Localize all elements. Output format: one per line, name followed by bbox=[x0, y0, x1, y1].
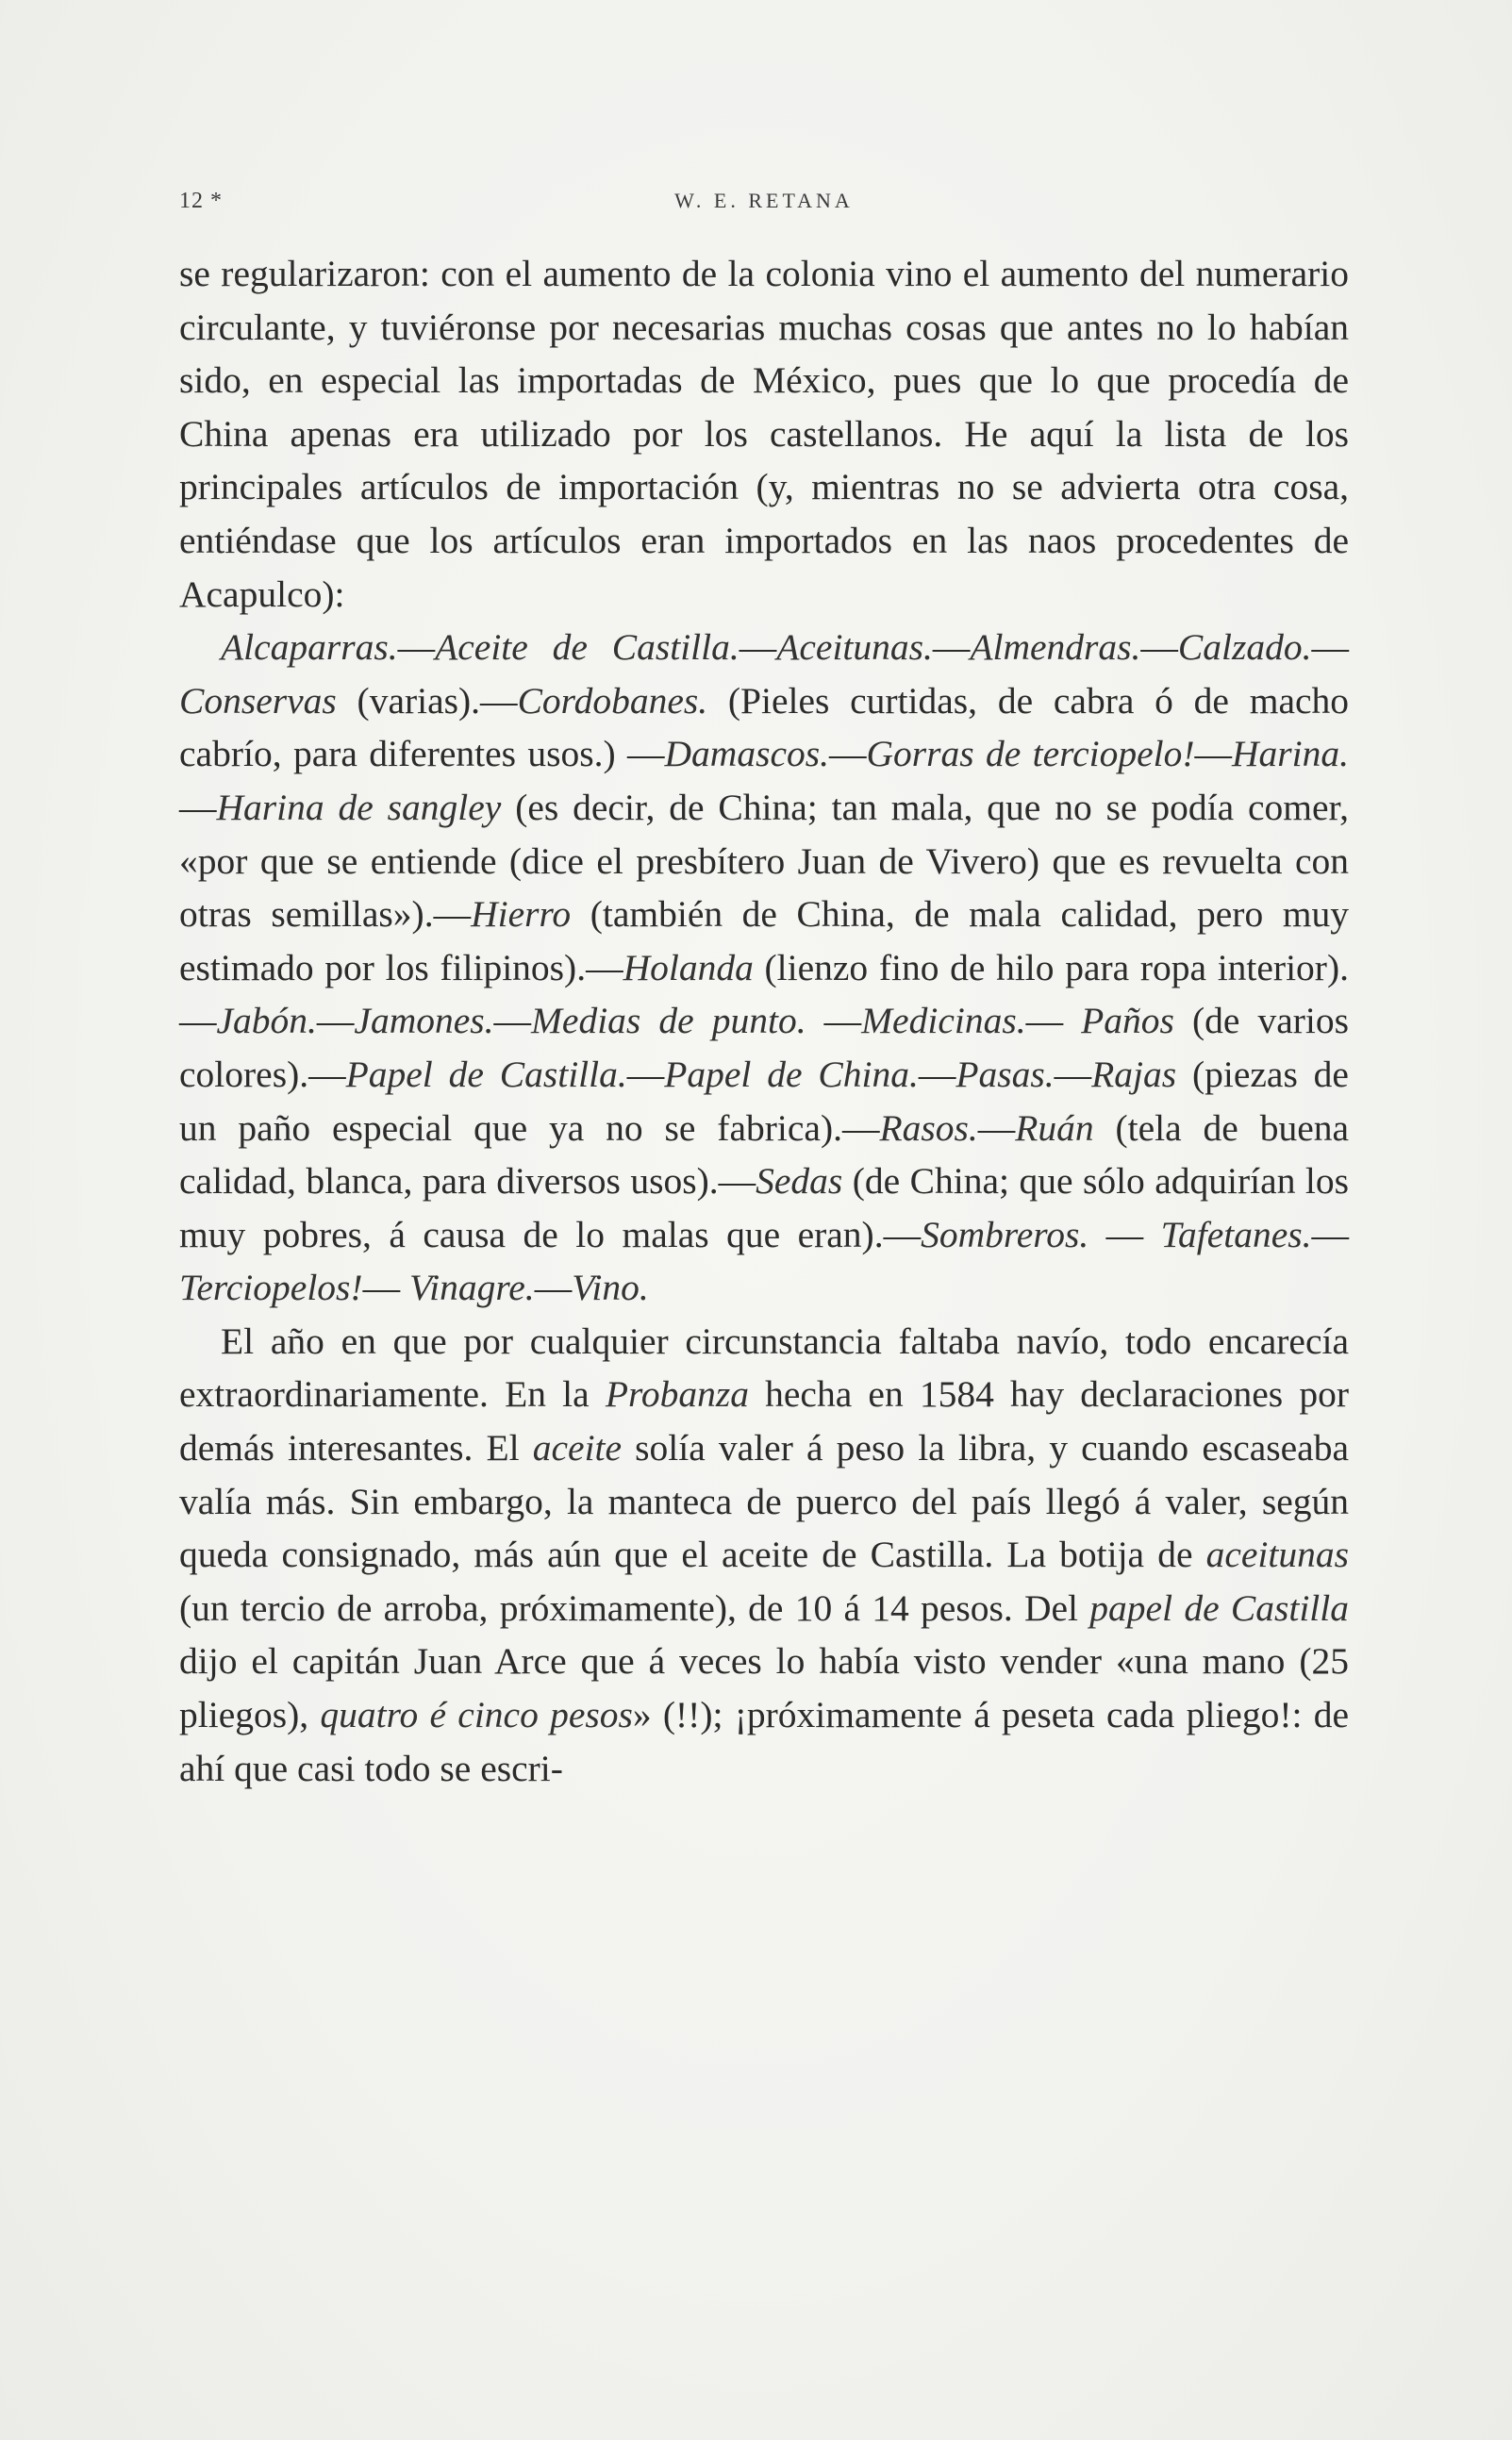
list-item-hierro: Hierro bbox=[471, 893, 572, 936]
list-item-medias: Medias de punto. bbox=[531, 1000, 806, 1042]
list-separator: — bbox=[362, 1267, 409, 1309]
italic-probanza: Probanza bbox=[605, 1373, 749, 1416]
list-item-papel-castilla: Papel de Castilla. bbox=[345, 1053, 627, 1095]
list-item-jabon: Jabón. bbox=[216, 1000, 317, 1042]
list-item-note: (tela de buena calidad, blanca, para diversos usos).— bbox=[179, 1106, 1350, 1203]
list-separator: — bbox=[918, 1053, 956, 1095]
list-item-pasas: Pasas. bbox=[955, 1053, 1055, 1095]
list-item-alcaparras: Alcaparras. bbox=[221, 626, 398, 669]
list-separator: — bbox=[1194, 733, 1232, 775]
list-item-vino: Vino. bbox=[572, 1267, 649, 1309]
text-run: hecha en 1584 hay declaraciones por demás interesantes. El bbox=[179, 1373, 1349, 1469]
paragraph-intro: se regularizaron: con el aumento de la colonia vino el aumento del numerario circulante, y tuviéronse por necesarias muchas cosas que antes no lo habían sido, en especial las importadas de México, pues que lo que procedía de China apenas era utilizado por los castellanos. He aquí la lista de los principales artículos de importación (y, mientras no se advierta otra cosa, entiéndase que los artículos eran importados en las naos procedentes de Acapulco): bbox=[179, 253, 1349, 615]
list-item-note: (de varios colores).— bbox=[179, 1000, 1350, 1095]
list-item-note: (también de China, de mala calidad, pero muy estimado por los filipinos).— bbox=[179, 893, 1349, 988]
list-item-aceite: Aceite de Castilla. bbox=[435, 626, 739, 669]
list-separator: — bbox=[1025, 1000, 1082, 1042]
list-separator: — bbox=[316, 1000, 355, 1042]
list-item-tafetanes: Tafetanes. bbox=[1160, 1213, 1312, 1255]
list-item-harina-sangley: Harina de sangley bbox=[216, 786, 502, 828]
list-item-papel-china: Papel de China. bbox=[664, 1053, 919, 1095]
text-run: dijo el capitán Juan Arce que á veces lo había visto vender «una mano (25 pliegos), bbox=[179, 1640, 1349, 1736]
italic-papel-castilla: papel de Castilla bbox=[1089, 1586, 1349, 1629]
list-item-sombreros: Sombreros. bbox=[921, 1213, 1089, 1255]
list-item-note: (lienzo fino de hilo para ropa interior).— bbox=[179, 946, 1349, 1042]
list-separator: — bbox=[1311, 1213, 1349, 1255]
list-item-gorras: Gorras de terciopelo! bbox=[866, 733, 1195, 775]
list-separator: — bbox=[1054, 1053, 1092, 1095]
text-run: solía valer á peso la libra, y cuando escaseaba valía más. Sin embargo, la manteca de puerco del país llegó á valer, según queda consignado, más aún que el aceite de Castilla. La botija de bbox=[179, 1427, 1349, 1576]
list-item-almendras: Almendras. bbox=[970, 626, 1141, 669]
list-separator: — bbox=[397, 626, 436, 669]
list-item-holanda: Holanda bbox=[623, 946, 754, 988]
list-separator: — bbox=[932, 626, 971, 669]
list-item-rasos: Rasos. bbox=[879, 1106, 978, 1149]
list-separator: — bbox=[806, 1000, 862, 1042]
list-item-vinagre: Vinagre. bbox=[408, 1267, 535, 1309]
list-separator: — bbox=[1311, 626, 1349, 669]
italic-aceite: aceite bbox=[532, 1427, 623, 1469]
list-item-panos: Paños bbox=[1081, 1000, 1174, 1042]
list-separator: — bbox=[828, 733, 867, 775]
list-item-note: (es decir, de China; tan mala, que no se podía comer, «por que se entiende (dice el presbítero Juan de Vivero) que es revuelta con otras semillas»).— bbox=[179, 786, 1349, 936]
text-run: El año en que por cualquier circunstancia faltaba navío, todo encarecía extraordinariamente. En la bbox=[179, 1320, 1349, 1416]
list-item-note: (de China; que sólo adquirían los muy pobres, á causa de lo malas que eran).— bbox=[179, 1160, 1350, 1255]
list-item-medicinas: Medicinas. bbox=[861, 1000, 1026, 1042]
list-separator: — bbox=[1140, 626, 1178, 669]
list-item-calzado: Calzado. bbox=[1177, 626, 1312, 669]
paragraph-import-list bbox=[179, 621, 1349, 1315]
list-separator: — bbox=[493, 1000, 532, 1042]
list-separator: — bbox=[179, 786, 217, 828]
page-number: 12 * bbox=[179, 189, 223, 213]
list-item-jamones: Jamones. bbox=[354, 1000, 494, 1042]
list-item-harina: Harina. bbox=[1231, 733, 1349, 775]
list-separator: — bbox=[1088, 1213, 1161, 1255]
list-separator: — bbox=[626, 1053, 665, 1095]
italic-aceitunas: aceitunas bbox=[1205, 1534, 1349, 1576]
list-item-rajas: Rajas bbox=[1091, 1053, 1177, 1095]
list-item-note: (piezas de un paño especial que ya no se fabrica).— bbox=[179, 1053, 1349, 1149]
list-item-ruan: Ruán bbox=[1015, 1106, 1094, 1149]
italic-quatro-cinco-pesos: quatro é cinco pesos bbox=[320, 1694, 633, 1736]
paragraph-prices bbox=[179, 1315, 1349, 1795]
list-separator: — bbox=[739, 626, 777, 669]
list-item-note: (varias).— bbox=[336, 679, 518, 722]
list-item-terciopelos: Terciopelos! bbox=[179, 1267, 363, 1309]
list-separator: — bbox=[534, 1267, 573, 1309]
running-head: W. E. RETANA bbox=[674, 189, 854, 212]
list-item-note: (Pieles curtidas, de cabra ó de macho cabrío, para diferentes usos.) — bbox=[179, 679, 1350, 775]
list-item-aceitunas: Aceitunas. bbox=[776, 626, 933, 669]
list-item-sedas: Sedas bbox=[756, 1160, 843, 1203]
list-item-conservas: Conservas bbox=[179, 679, 337, 722]
list-separator: — bbox=[977, 1106, 1016, 1149]
text-run: (un tercio de arroba, próximamente), de 10 á 14 pesos. Del bbox=[179, 1586, 1090, 1629]
page-header bbox=[179, 185, 1349, 223]
body-text bbox=[179, 247, 1349, 1795]
list-item-cordobanes: Cordobanes. bbox=[517, 679, 708, 722]
list-item-damascos: Damascos. bbox=[664, 733, 829, 775]
text-run: » (!!); ¡próximamente á peseta cada pliego!: de ahí que casi todo se escri- bbox=[179, 1694, 1349, 1789]
